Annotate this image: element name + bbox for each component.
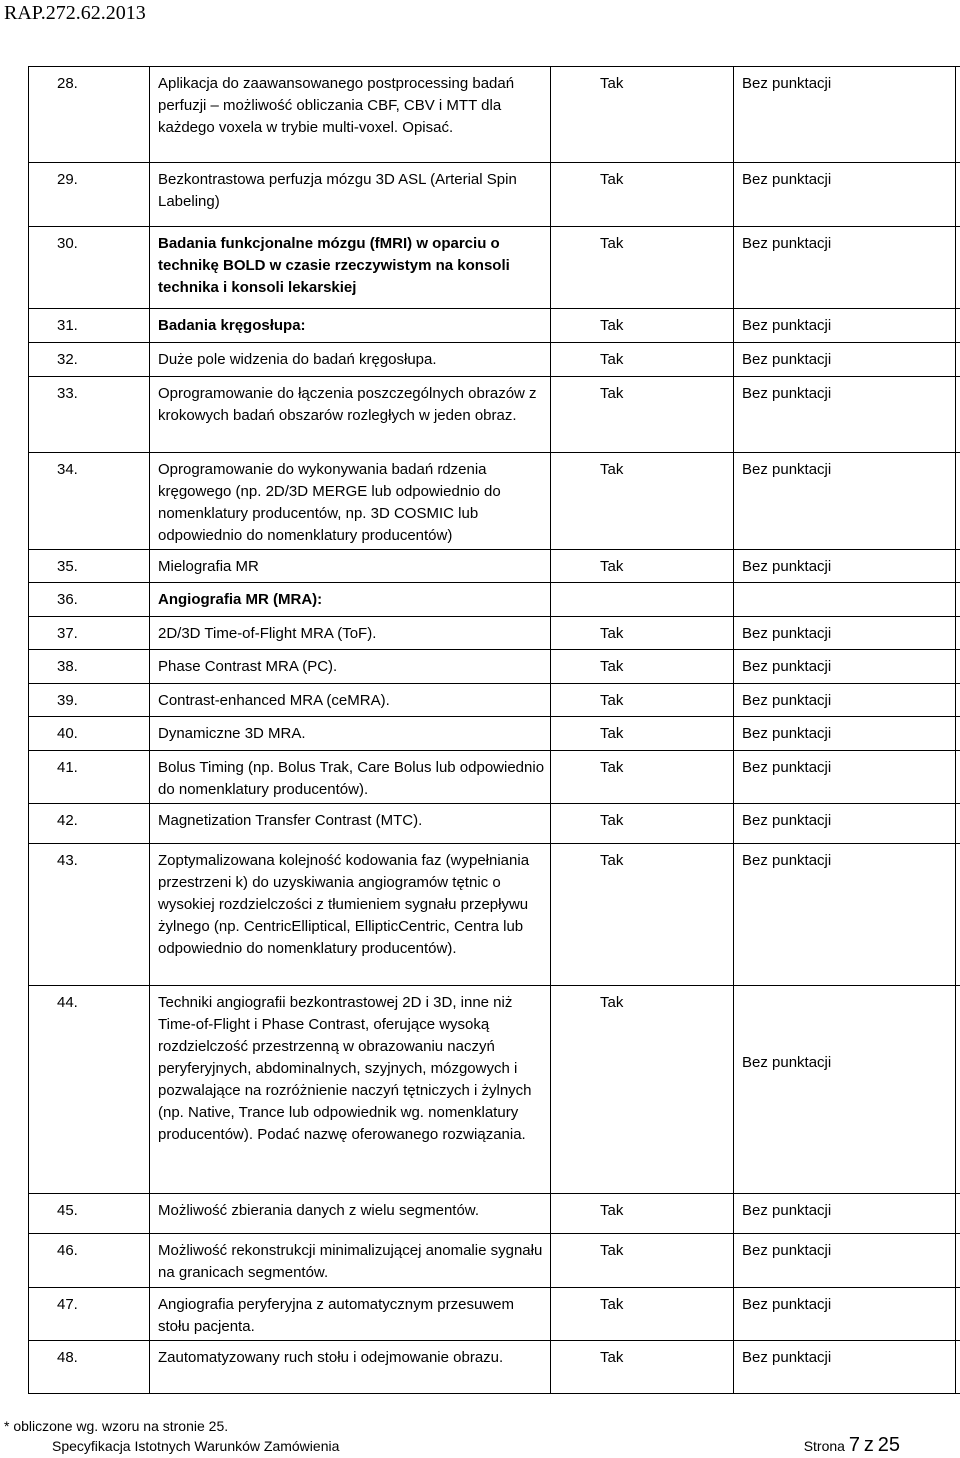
row-description: Contrast-enhanced MRA (ceMRA). xyxy=(150,684,551,717)
row-description: Zoptymalizowana kolejność kodowania faz (wypełniania przestrzeni k) do uzyskiwania angiogramów tętnic o wysokiej rozdzielczości z tłumieniem sygnału przepływu żylnego (np. CentricElliptical, EllipticCentric, Centra lub odpowiednio do nomenklatury producentów). xyxy=(150,844,551,986)
table-row xyxy=(29,844,960,986)
row-number: 30. xyxy=(29,227,150,309)
row-response xyxy=(956,650,960,684)
row-number: 45. xyxy=(29,1194,150,1234)
row-number: 37. xyxy=(29,617,150,650)
table-row xyxy=(29,343,960,377)
row-description: Duże pole widzenia do badań kręgosłupa. xyxy=(150,343,551,377)
row-number: 29. xyxy=(29,163,150,227)
row-response xyxy=(956,751,960,804)
row-number: 33. xyxy=(29,377,150,453)
row-scoring: Bez punktacji xyxy=(734,1194,956,1234)
table-row xyxy=(29,453,960,550)
table-row xyxy=(29,1341,960,1394)
row-response xyxy=(956,1194,960,1234)
row-number: 46. xyxy=(29,1234,150,1288)
row-number: 48. xyxy=(29,1341,150,1394)
row-number: 32. xyxy=(29,343,150,377)
row-scoring: Bez punktacji xyxy=(734,377,956,453)
row-response xyxy=(956,309,960,343)
row-description: Bolus Timing (np. Bolus Trak, Care Bolus lub odpowiednio do nomenklatury producentów). xyxy=(150,751,551,804)
row-requirement: Tak xyxy=(551,227,734,309)
page-total: 25 xyxy=(877,1434,900,1456)
row-response xyxy=(956,377,960,453)
table-row xyxy=(29,1194,960,1234)
row-scoring: Bez punktacji xyxy=(734,844,956,986)
row-response xyxy=(956,844,960,986)
row-response xyxy=(956,227,960,309)
row-number: 39. xyxy=(29,684,150,717)
table-row xyxy=(29,309,960,343)
row-response xyxy=(956,343,960,377)
row-requirement: Tak xyxy=(551,163,734,227)
table-row xyxy=(29,67,960,163)
row-scoring: Bez punktacji xyxy=(734,163,956,227)
footer-title: Specyfikacja Istotnych Warunków Zamówienia xyxy=(52,1438,340,1454)
row-description: Badania funkcjonalne mózgu (fMRI) w oparciu o technikę BOLD w czasie rzeczywistym na konsoli technika i konsoli lekarskiej xyxy=(150,227,551,309)
row-number: 31. xyxy=(29,309,150,343)
row-scoring: Bez punktacji xyxy=(734,453,956,550)
row-response xyxy=(956,1234,960,1288)
row-scoring: Bez punktacji xyxy=(734,684,956,717)
row-scoring: Bez punktacji xyxy=(734,751,956,804)
row-description: Techniki angiografii bezkontrastowej 2D i 3D, inne niż Time-of-Flight i Phase Contrast, oferujące wysoką rozdzielczość przestrzenną w obrazowaniu naczyń peryferyjnych, abdominalnych, szyjnych, mózgowych i pozwalające na rozróżnienie naczyń tętniczych i żylnych (np. Native, Trance lub odpowiednik wg. nomenklatury producentów). Podać nazwę oferowanego rozwiązania. xyxy=(150,986,551,1194)
row-scoring: Bez punktacji xyxy=(734,550,956,583)
row-requirement: Tak xyxy=(551,804,734,844)
row-number: 43. xyxy=(29,844,150,986)
table-row xyxy=(29,684,960,717)
table-row xyxy=(29,650,960,684)
row-requirement: Tak xyxy=(551,717,734,751)
row-response xyxy=(956,1341,960,1394)
row-description: Dynamiczne 3D MRA. xyxy=(150,717,551,751)
row-scoring: Bez punktacji xyxy=(734,1288,956,1341)
table-row xyxy=(29,583,960,617)
row-requirement: Tak xyxy=(551,844,734,986)
table-row xyxy=(29,717,960,751)
table-row xyxy=(29,227,960,309)
row-scoring: Bez punktacji xyxy=(734,309,956,343)
row-number: 47. xyxy=(29,1288,150,1341)
row-description: Możliwość rekonstrukcji minimalizującej anomalie sygnału na granicach segmentów. xyxy=(150,1234,551,1288)
row-response xyxy=(956,1288,960,1341)
row-scoring: Bez punktacji xyxy=(734,1341,956,1394)
table-row xyxy=(29,550,960,583)
table-row xyxy=(29,1234,960,1288)
table-row xyxy=(29,751,960,804)
row-scoring: Bez punktacji xyxy=(734,804,956,844)
row-response xyxy=(956,717,960,751)
row-number: 36. xyxy=(29,583,150,617)
row-response xyxy=(956,550,960,583)
row-requirement: Tak xyxy=(551,751,734,804)
row-scoring xyxy=(734,583,956,617)
document-code: RAP.272.62.2013 xyxy=(4,2,146,24)
table-row xyxy=(29,804,960,844)
row-description: Badania kręgosłupa: xyxy=(150,309,551,343)
row-number: 38. xyxy=(29,650,150,684)
row-description: Bezkontrastowa perfuzja mózgu 3D ASL (Arterial Spin Labeling) xyxy=(150,163,551,227)
row-requirement: Tak xyxy=(551,986,734,1194)
footnote: * obliczone wg. wzoru na stronie 25. xyxy=(4,1418,229,1434)
row-requirement xyxy=(551,583,734,617)
row-number: 44. xyxy=(29,986,150,1194)
row-response xyxy=(956,163,960,227)
table-row xyxy=(29,617,960,650)
row-number: 28. xyxy=(29,67,150,163)
row-description: Phase Contrast MRA (PC). xyxy=(150,650,551,684)
table-row xyxy=(29,377,960,453)
row-scoring: Bez punktacji xyxy=(734,717,956,751)
row-number: 34. xyxy=(29,453,150,550)
row-description: Oprogramowanie do łączenia poszczególnych obrazów z krokowych badań obszarów rozległych w jeden obraz. xyxy=(150,377,551,453)
row-response xyxy=(956,67,960,163)
row-requirement: Tak xyxy=(551,550,734,583)
row-requirement: Tak xyxy=(551,650,734,684)
row-response xyxy=(956,617,960,650)
row-description: Angiografia MR (MRA): xyxy=(150,583,551,617)
row-requirement: Tak xyxy=(551,1288,734,1341)
row-number: 40. xyxy=(29,717,150,751)
row-response xyxy=(956,583,960,617)
row-response xyxy=(956,804,960,844)
row-number: 41. xyxy=(29,751,150,804)
row-requirement: Tak xyxy=(551,343,734,377)
row-number: 42. xyxy=(29,804,150,844)
specification-table xyxy=(28,66,960,1394)
row-description: Zautomatyzowany ruch stołu i odejmowanie obrazu. xyxy=(150,1341,551,1394)
table-row xyxy=(29,163,960,227)
row-requirement: Tak xyxy=(551,1341,734,1394)
page-current: 7 xyxy=(848,1434,860,1456)
table-row xyxy=(29,986,960,1194)
row-description: 2D/3D Time-of-Flight MRA (ToF). xyxy=(150,617,551,650)
row-requirement: Tak xyxy=(551,1234,734,1288)
page-number xyxy=(804,1434,900,1457)
row-requirement: Tak xyxy=(551,453,734,550)
page-separator: z xyxy=(863,1434,874,1456)
row-scoring: Bez punktacji xyxy=(734,67,956,163)
row-scoring: Bez punktacji xyxy=(734,650,956,684)
row-description: Możliwość zbierania danych z wielu segmentów. xyxy=(150,1194,551,1234)
row-requirement: Tak xyxy=(551,67,734,163)
row-description: Angiografia peryferyjna z automatycznym przesuwem stołu pacjenta. xyxy=(150,1288,551,1341)
row-scoring: Bez punktacji xyxy=(734,986,956,1194)
row-description: Aplikacja do zaawansowanego postprocessing badań perfuzji – możliwość obliczania CBF, CBV i MTT dla każdego voxela w trybie multi-voxel. Opisać. xyxy=(150,67,551,163)
row-requirement: Tak xyxy=(551,684,734,717)
row-scoring: Bez punktacji xyxy=(734,227,956,309)
row-response xyxy=(956,684,960,717)
row-number: 35. xyxy=(29,550,150,583)
row-response xyxy=(956,986,960,1194)
row-requirement: Tak xyxy=(551,377,734,453)
row-description: Oprogramowanie do wykonywania badań rdzenia kręgowego (np. 2D/3D MERGE lub odpowiednio do nomenklatury producentów, np. 3D COSMIC lub odpowiednio do nomenklatury producentów) xyxy=(150,453,551,550)
row-scoring: Bez punktacji xyxy=(734,343,956,377)
row-requirement: Tak xyxy=(551,309,734,343)
table-row xyxy=(29,1288,960,1341)
row-requirement: Tak xyxy=(551,617,734,650)
page-label: Strona xyxy=(803,1438,845,1454)
row-scoring: Bez punktacji xyxy=(734,1234,956,1288)
row-requirement: Tak xyxy=(551,1194,734,1234)
row-response xyxy=(956,453,960,550)
row-description: Mielografia MR xyxy=(150,550,551,583)
row-description: Magnetization Transfer Contrast (MTC). xyxy=(150,804,551,844)
row-scoring: Bez punktacji xyxy=(734,617,956,650)
